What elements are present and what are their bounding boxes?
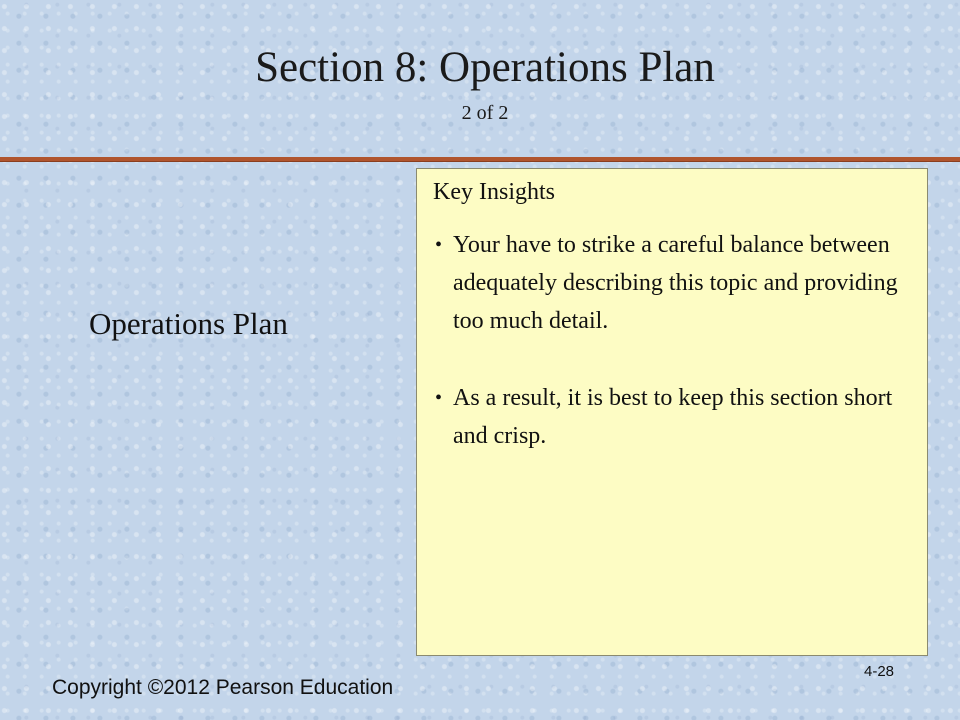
bullet-item bbox=[435, 226, 925, 340]
bullet-text: Your have to strike a careful balance between adequately describing this topic and providing too much detail. bbox=[453, 232, 898, 334]
slide-title: Section 8: Operations Plan bbox=[255, 44, 715, 91]
bullet-text: As a result, it is best to keep this section short and crisp. bbox=[453, 385, 893, 449]
bullet-icon: • bbox=[435, 234, 443, 256]
operations-plan-label: Operations Plan bbox=[89, 306, 288, 341]
page-number: 4-28 bbox=[864, 663, 895, 680]
title-divider bbox=[0, 157, 960, 162]
key-insights-heading: Key Insights bbox=[433, 179, 555, 205]
key-insights-panel bbox=[416, 168, 928, 656]
copyright-text: Copyright ©2012 Pearson Education bbox=[52, 676, 394, 699]
bullet-icon: • bbox=[435, 387, 443, 409]
slide-subtitle: 2 of 2 bbox=[461, 102, 509, 124]
bullet-item bbox=[435, 379, 925, 455]
